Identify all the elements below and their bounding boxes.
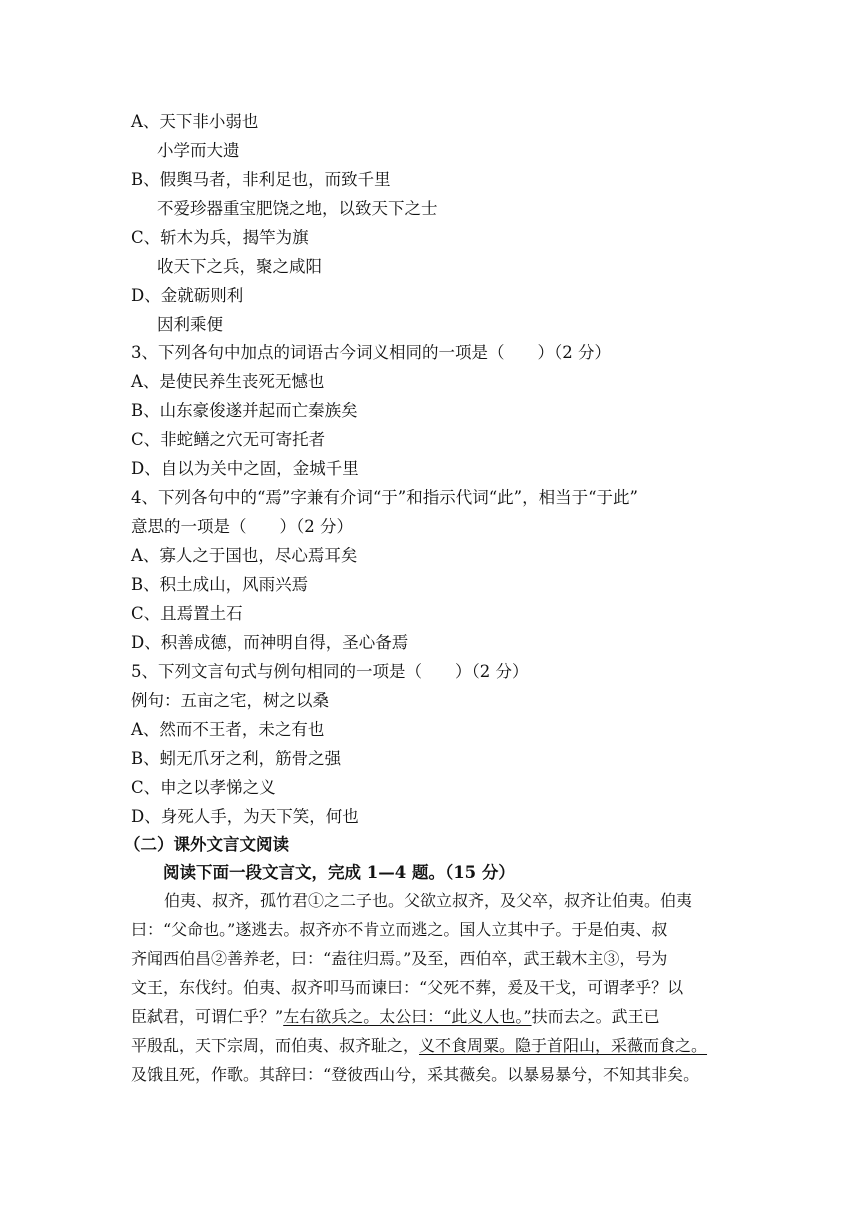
passage-line-2: 曰：“父命也。”遂逃去。叔齐亦不肯立而逃之。国人立其中子。于是伯夷、叔 [131, 920, 668, 939]
q4-option-d: D、积善成德，而神明自得，圣心备焉 [131, 633, 409, 652]
passage-line-5-start: 臣弑君，可谓仁乎？” [131, 1007, 284, 1026]
q4-stem-line1: 4、下列各句中的“焉”字兼有介词“于”和指示代词“此”，相当于“于此” [131, 488, 638, 507]
passage-line-7: 及饿且死，作歌。其辞曰：“登彼西山兮，采其薇矣。以暴易暴兮，不知其非矣。 [131, 1065, 700, 1084]
q3-option-c: C、非蛇鳝之穴无可寄托者 [131, 430, 326, 449]
q2-option-b-line1: B、假舆马者，非利足也，而致千里 [131, 170, 391, 189]
passage-line-3: 齐闻西伯昌②善养老，曰：“盍往归焉。”及至，西伯卒，武王载木主③，号为 [131, 949, 668, 968]
section-instruction: 阅读下面一段文言文，完成 1—4 题。（15 分） [163, 863, 515, 882]
q3-option-a: A、是使民养生丧死无憾也 [131, 372, 325, 391]
q4-stem-line2: 意思的一项是（ ）（2 分） [131, 517, 353, 536]
q4-option-b: B、积土成山，风雨兴焉 [131, 575, 309, 594]
q4-option-c: C、且焉置土石 [131, 604, 243, 623]
passage-line-5 [131, 1006, 660, 1028]
q2-option-d-line2: 因利乘便 [157, 315, 223, 334]
q3-stem: 3、下列各句中加点的词语古今词义相同的一项是（ ）（2 分） [131, 343, 611, 362]
q3-option-d: D、自以为关中之固，金城千里 [131, 459, 359, 478]
q5-option-d: D、身死人手，为天下笑，何也 [131, 807, 359, 826]
passage-line-1: 伯夷、叔齐，孤竹君①之二子也。父欲立叔齐，及父卒，叔齐让伯夷。伯夷 [164, 891, 693, 910]
q5-option-a: A、然而不王者，未之有也 [131, 720, 325, 739]
q4-option-a: A、寡人之于国也，尽心焉耳矣 [131, 546, 358, 565]
q3-option-b: B、山东豪俊遂并起而亡秦族矣 [131, 401, 358, 420]
passage-line-6-start: 平殷乱，天下宗周，而伯夷、叔齐耻之， [131, 1036, 420, 1055]
underlined-sentence-1: 左右欲兵之。太公曰：“此义人也。” [283, 1007, 532, 1026]
q2-option-b-line2: 不爱珍器重宝肥饶之地，以致天下之士 [157, 199, 438, 218]
passage-line-6 [131, 1035, 707, 1057]
q2-option-c-line1: C、斩木为兵，揭竿为旗 [131, 228, 309, 247]
q5-stem: 5、下列文言句式与例句相同的一项是（ ）（2 分） [131, 662, 529, 681]
q2-option-a-line2: 小学而大遗 [157, 141, 240, 160]
passage-line-4: 文王，东伐纣。伯夷、叔齐叩马而谏曰：“父死不葬，爰及干戈，可谓孝乎？以 [131, 978, 684, 997]
q5-option-b: B、蚓无爪牙之利，筋骨之强 [131, 749, 342, 768]
q5-example: 例句：五亩之宅，树之以桑 [131, 691, 329, 710]
underlined-sentence-2: 义不食周粟。隐于首阳山，采薇而食之。 [419, 1036, 708, 1055]
q2-option-c-line2: 收天下之兵，聚之咸阳 [157, 257, 322, 276]
q2-option-d-line1: D、金就砺则利 [131, 286, 244, 305]
q5-option-c: C、申之以孝悌之义 [131, 778, 276, 797]
q2-option-a-line1: A、天下非小弱也 [131, 112, 259, 131]
passage-line-5-end: 扶而去之。武王已 [531, 1007, 660, 1026]
section-title: （二）课外文言文阅读 [124, 835, 289, 854]
